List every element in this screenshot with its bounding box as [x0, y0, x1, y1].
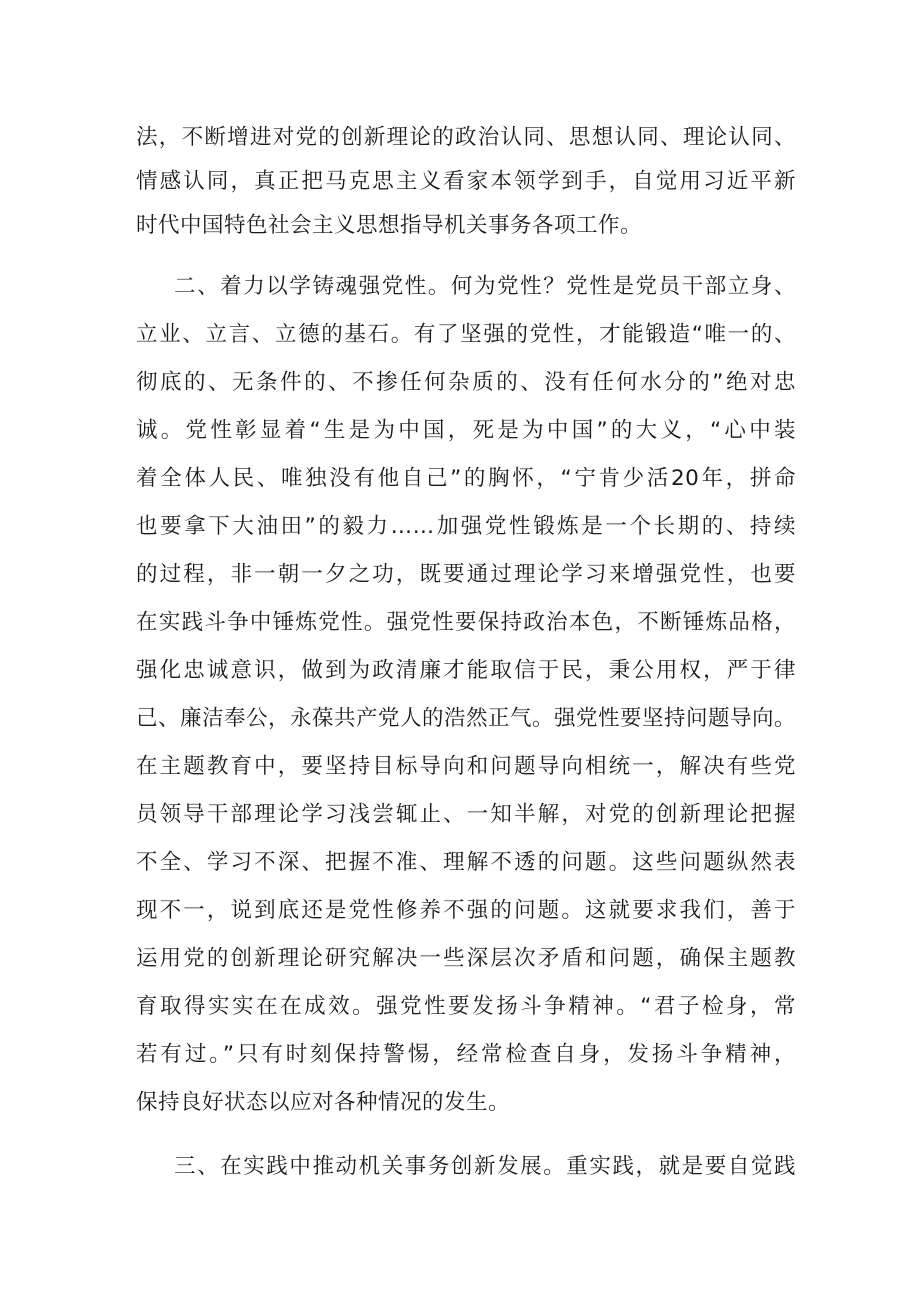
paragraph-1-line-1: 法，不断增进对党的创新理论的政治认同、思想认同、理论认同、	[136, 125, 796, 150]
paragraph-2-line-2: 立业、立言、立德的基石。有了坚强的党性，才能锻造“唯一的、	[136, 322, 796, 347]
paragraph-2-line-17: 若有过。”只有时刻保持警惕，经常检查自身，发扬斗争精神，	[136, 1042, 796, 1067]
paragraph-1-line-3: 时代中国特色社会主义思想指导机关事务各项工作。	[136, 213, 643, 238]
paragraph-2-line-11: 在主题教育中，要坚持目标导向和问题导向相统一，解决有些党	[136, 754, 796, 779]
paragraph-2-line-15: 运用党的创新理论研究解决一些深层次矛盾和问题，确保主题教	[136, 946, 796, 971]
paragraph-3-line-1: 三、在实践中推动机关事务创新发展。重实践，就是要自觉践	[174, 1154, 796, 1179]
paragraph-2-line-16: 育取得实实在在成效。强党性要发扬斗争精神。“君子检身，常	[136, 994, 796, 1019]
paragraph-2-line-9: 强化忠诚意识，做到为政清廉才能取信于民，秉公用权，严于律	[136, 658, 796, 683]
paragraph-2-line-5: 着全体人民、唯独没有他自己”的胸怀，“宁肯少活20年，拼命	[136, 466, 796, 491]
paragraph-2-line-12: 员领导干部理论学习浅尝辄止、一知半解，对党的创新理论把握	[136, 802, 796, 827]
paragraph-2-line-7: 的过程，非一朝一夕之功，既要通过理论学习来增强党性，也要	[136, 562, 796, 587]
paragraph-2-line-10: 己、廉洁奉公，永葆共产党人的浩然正气。强党性要坚持问题导向。	[136, 706, 797, 731]
paragraph-2-line-18: 保持良好状态以应对各种情况的发生。	[136, 1090, 511, 1115]
paragraph-2-line-6: 也要拿下大油田”的毅力……加强党性锻炼是一个长期的、持续	[136, 514, 796, 539]
paragraph-2-line-1: 二、着力以学铸魂强党性。何为党性？党性是党员干部立身、	[174, 274, 796, 299]
paragraph-1-line-2: 情感认同，真正把马克思主义看家本领学到手，自觉用习近平新	[136, 169, 796, 194]
paragraph-2-line-13: 不全、学习不深、把握不准、理解不透的问题。这些问题纵然表	[136, 850, 796, 875]
paragraph-2-line-14: 现不一，说到底还是党性修养不强的问题。这就要求我们，善于	[136, 898, 796, 923]
paragraph-2-line-3: 彻底的、无条件的、不掺任何杂质的、没有任何水分的”绝对忠	[136, 370, 796, 395]
paragraph-2-line-8: 在实践斗争中锤炼党性。强党性要保持政治本色，不断锤炼品格，	[136, 610, 796, 635]
paragraph-2-line-4: 诚。党性彰显着“生是为中国，死是为中国”的大义，“心中装	[136, 418, 796, 443]
